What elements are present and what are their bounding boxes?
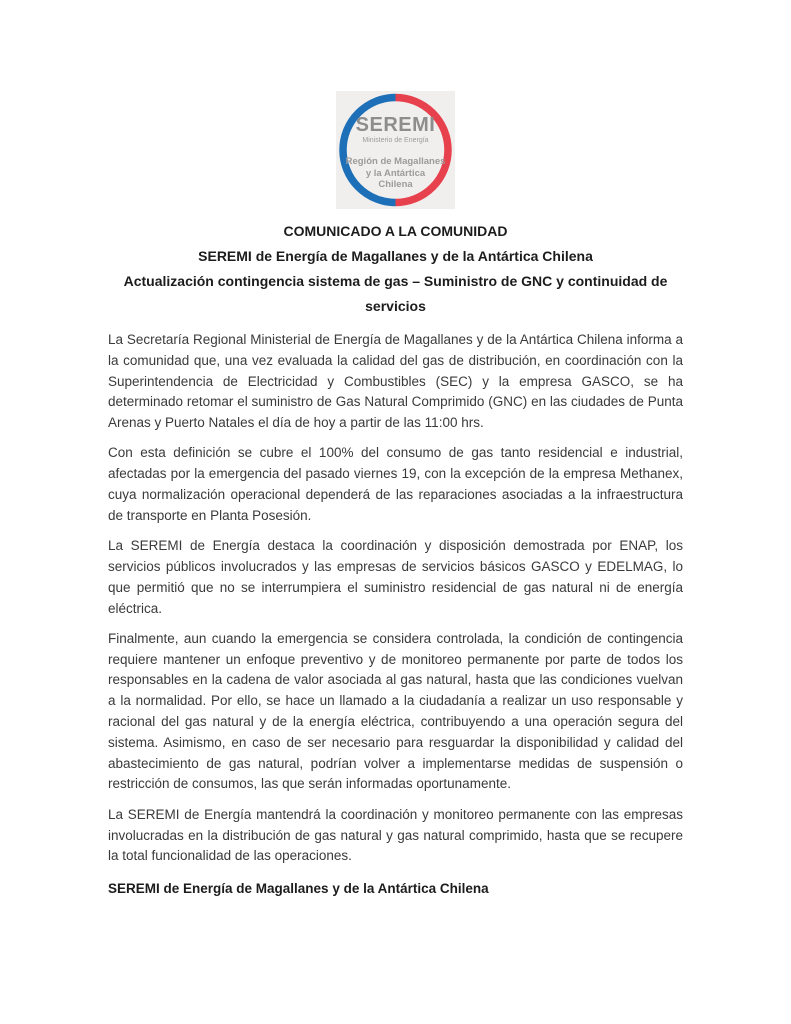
- document-body: [108, 330, 683, 867]
- logo-container: [0, 0, 791, 209]
- paragraph-preventive-measures: Finalmente, aun cuando la emergencia se considera controlada, la condición de contingencia requiere mantener un enfoque preventivo y de monitoreo permanente por parte de todos los responsables en la cadena de valor asociada al gas natural, hasta que las condiciones vuelvan a la normalidad. Por ello, se hace un llamado a la ciudadanía a realizar un uso responsable y racional del gas natural y de la energía eléctrica, contribuyendo a una operación segura del sistema. Asimismo, en caso de ser necesario para resguardar la disponibilidad y calidad del abastecimiento de gas natural, podrían volver a implementarse medidas de suspensión o restricción de consumos, las que serán informadas oportunamente.: [108, 630, 683, 792]
- document-headings: [107, 219, 685, 319]
- heading-seremi: SEREMI de Energía de Magallanes y de la Antártica Chilena: [198, 248, 593, 264]
- paragraph-coverage: Con esta definición se cubre el 100% del consumo de gas tanto residencial e industrial, afectadas por la emergencia del pasado viernes 19, con la excepción de la empresa Methanex, cuya normalización operacional dependerá de las reparaciones asociadas a la infraestructura de transporte en Planta Posesión.: [108, 445, 683, 523]
- heading-comunicado: COMUNICADO A LA COMUNIDAD: [283, 223, 508, 239]
- logo-ministry-name: Ministerio de Energía: [362, 137, 429, 145]
- logo-seremi-wordmark: SEREMI: [355, 114, 436, 137]
- paragraph-gnc-resumption: La Secretaría Regional Ministerial de Energía de Magallanes y de la Antártica Chilena informa a la comunidad que, una vez evaluada la calidad del gas de distribución, en coordinación con la Superintendencia de Electricidad y Combustibles (SEC) y la empresa GASCO, se ha determinado retomar el suministro de Gas Natural Comprimido (GNC) en las ciudades de Punta Arenas y Puerto Natales el día de hoy a partir de las 11:00 hrs.: [108, 332, 683, 431]
- logo-region-line2: y la Antártica: [365, 167, 426, 179]
- logo-region-line1: Región de Magallanes: [345, 156, 446, 168]
- paragraph-coordination-thanks: La SEREMI de Energía destaca la coordinación y disposición demostrada por ENAP, los servicios públicos involucrados y las empresas de servicios básicos GASCO y EDELMAG, lo que permitió que no se interrumpiera el suministro residencial de gas natural ni de energía eléctrica.: [108, 538, 683, 616]
- logo-text-block: [336, 91, 455, 209]
- seremi-ministry-logo: [336, 91, 455, 209]
- logo-region-line3: Chilena: [378, 179, 413, 191]
- heading-subject: Actualización contingencia sistema de gas – Suministro de GNC y continuidad de servicios: [123, 273, 668, 314]
- logo-region-name: [346, 156, 446, 191]
- signature-line: SEREMI de Energía de Magallanes y de la Antártica Chilena: [108, 881, 489, 897]
- paragraph-ongoing-monitoring: La SEREMI de Energía mantendrá la coordinación y monitoreo permanente con las empresas involucradas en la distribución de gas natural y gas natural comprimido, hasta que se recupere la total funcionalidad de las operaciones.: [108, 806, 683, 864]
